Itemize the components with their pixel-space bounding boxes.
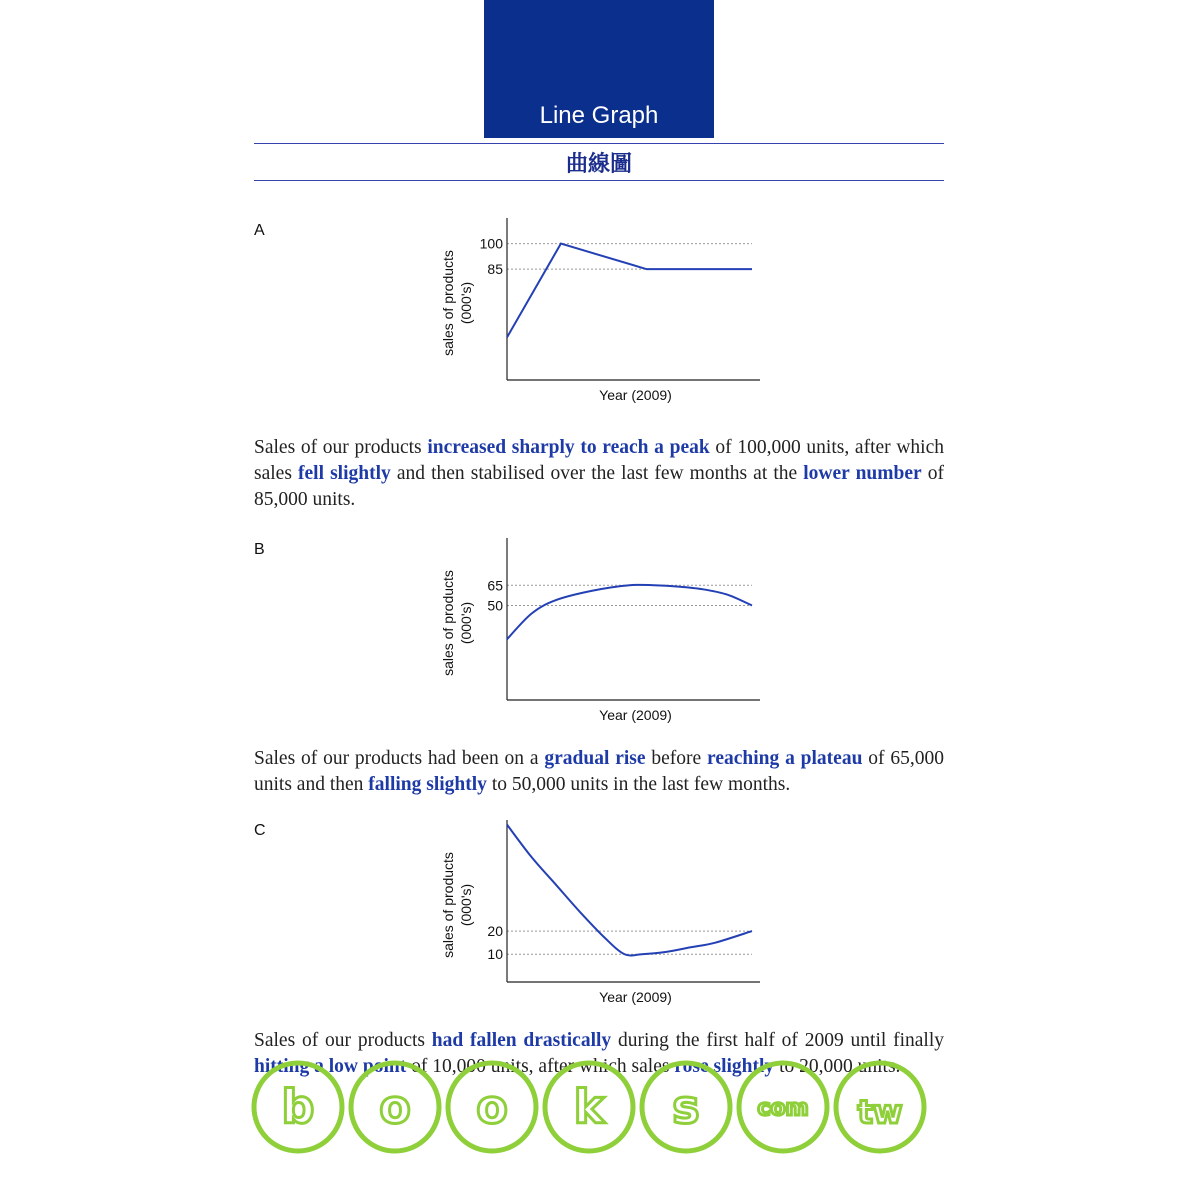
x-axis-label: Year (2009) (599, 989, 672, 1005)
y-tick-label: 50 (487, 597, 503, 614)
y-tick-label: 20 (487, 923, 503, 940)
text-run: and then stabilised over the last few months at the (390, 463, 804, 484)
highlighted-phrase: increased sharply to reach a peak (427, 437, 710, 458)
text-run: before (645, 748, 708, 769)
watermark-letter: com (757, 1096, 809, 1121)
y-tick-label: 10 (487, 946, 503, 963)
watermark-letter: b (281, 1080, 315, 1134)
watermark-letter: o (476, 1080, 508, 1134)
page-subtitle: 曲線圖 (565, 152, 632, 177)
chart-c (0, 812, 1200, 1012)
text-run: to 50,000 units in the last few months. (486, 774, 791, 795)
text-run: during the first half of 2009 until finally (611, 1030, 944, 1051)
section-label-c: C (254, 822, 266, 839)
books-com-tw-watermark (250, 1052, 950, 1162)
highlighted-phrase: hitting a low point (254, 1056, 407, 1077)
highlighted-phrase: had fallen drastically (431, 1030, 612, 1051)
highlighted-phrase: fell slightly (298, 463, 391, 484)
section-label-a: A (254, 222, 265, 239)
y-tick-label: 65 (487, 577, 503, 594)
text-run: of 100,000 units, after which sales (254, 437, 944, 484)
series-line (507, 244, 752, 338)
y-axis-label: sales of products (000's) (440, 250, 474, 356)
series-line (507, 585, 752, 639)
highlighted-phrase: rose slightly (674, 1056, 775, 1077)
top-rule (254, 143, 944, 144)
highlighted-phrase: reaching a plateau (707, 748, 863, 769)
watermark-letter: tw (857, 1093, 903, 1131)
x-axis-label: Year (2009) (599, 387, 672, 403)
chart-b (0, 530, 1200, 730)
highlighted-phrase: falling slightly (368, 774, 487, 795)
y-axis-label: sales of products (000's) (440, 852, 474, 958)
highlighted-phrase: lower number (803, 463, 922, 484)
text-run: Sales of our products (254, 1030, 432, 1051)
text-run: to 20,000 units. (774, 1056, 901, 1077)
x-axis-label: Year (2009) (599, 707, 672, 723)
highlighted-phrase: gradual rise (544, 748, 646, 769)
paragraph-b (254, 746, 944, 798)
text-run: of 65,000 units and then (254, 748, 944, 795)
title-banner (484, 0, 714, 138)
bottom-rule (254, 180, 944, 181)
text-run: of 85,000 units. (254, 463, 944, 510)
text-run: Sales of our products had been on a (254, 748, 545, 769)
text-run: Sales of our products (254, 437, 428, 458)
watermark-letter: o (379, 1080, 411, 1134)
series-line (507, 825, 752, 956)
y-axis-label: sales of products (000's) (440, 570, 474, 676)
page-title: Line Graph (539, 102, 659, 129)
y-tick-label: 100 (479, 235, 503, 252)
paragraph-a (254, 435, 944, 513)
chart-a (0, 210, 1200, 410)
text-run: of 10,000 units, after which sales (406, 1056, 675, 1077)
section-label-b: B (254, 541, 265, 558)
watermark-letter: s (672, 1080, 700, 1134)
watermark-letter: k (573, 1080, 605, 1134)
y-tick-label: 85 (487, 261, 503, 278)
